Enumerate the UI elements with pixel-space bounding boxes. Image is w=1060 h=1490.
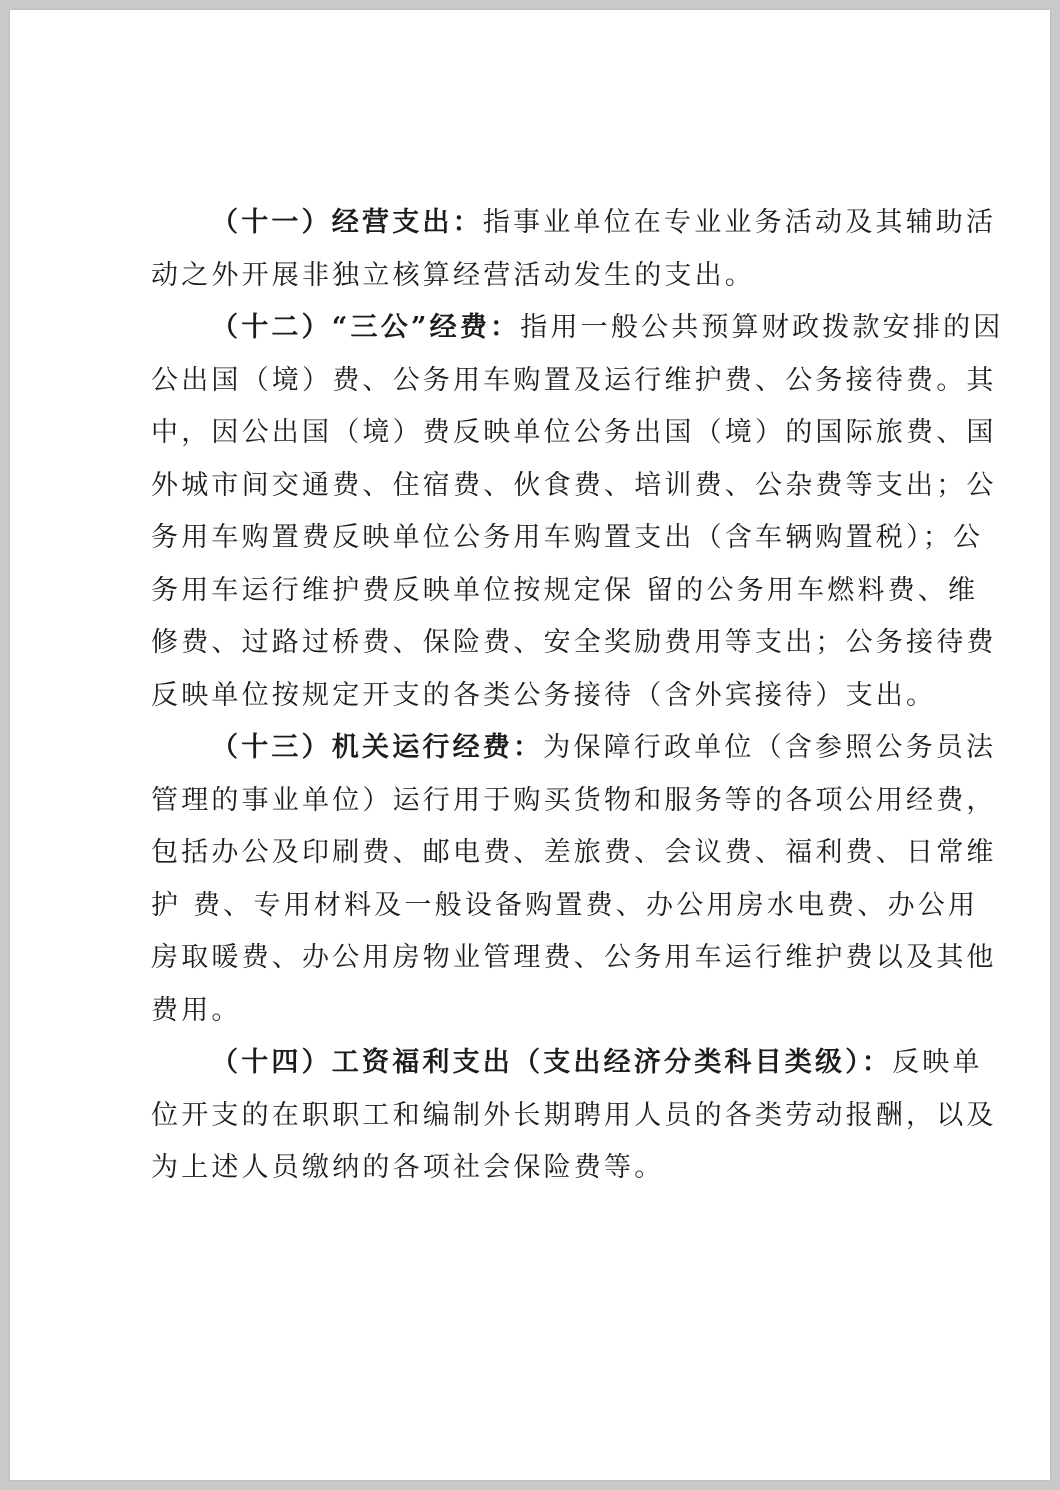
- paragraph-13-line: 管理的事业单位）运行用于购买货物和服务等的各项公用经费，: [151, 784, 997, 816]
- paragraph-13-line: 包括办公及印刷费、邮电费、差旅费、会议费、福利费、日常维: [151, 837, 997, 868]
- paragraph-12-line: 务用车运行维护费反映单位按规定保 留的公务用车燃料费、维: [151, 574, 979, 606]
- paragraph-12-line: 外城市间交通费、住宿费、伙食费、培训费、公杂费等支出；公: [151, 469, 997, 501]
- paragraph-13-line: 费用。: [151, 994, 242, 1026]
- paragraph-14-line: 位开支的在职职工和编制外长期聘用人员的各类劳动报酬，以及: [151, 1099, 997, 1131]
- paragraph-12-line: 务用车购置费反映单位公务用车购置支出（含车辆购置税）；公: [151, 522, 984, 553]
- paragraph-14-text: 反映单: [892, 1047, 983, 1078]
- paragraph-13-first-line: [151, 722, 997, 775]
- paragraph-11-text: 指事业单位在专业业务活动及其辅助活: [482, 207, 997, 238]
- paragraph-14-first-line: [151, 1037, 983, 1090]
- document-body: [151, 197, 1004, 1195]
- paragraph-12-heading: （十二）“三公”经费：: [211, 312, 521, 343]
- paragraph-12-line: 公出国（境）费、公务用车购置及运行维护费、公务接待费。其: [151, 364, 997, 396]
- paragraph-13-line: 房取暖费、办公用房物业管理费、公务用车运行维护费以及其他: [151, 942, 997, 973]
- paragraph-12-text: 指用一般公共预算财政拨款安排的因: [520, 312, 1004, 343]
- paragraph-13-text: 为保障行政单位（含参照公务员法: [543, 732, 997, 763]
- paragraph-12-line: 中，因公出国（境）费反映单位公务出国（境）的国际旅费、国: [151, 417, 997, 448]
- paragraph-11-heading: （十一）经营支出：: [211, 207, 483, 238]
- document-page: [10, 10, 1050, 1480]
- paragraph-12-first-line: [151, 302, 1004, 355]
- paragraph-13-heading: （十三）机关运行经费：: [211, 732, 544, 763]
- paragraph-14-line: 为上述人员缴纳的各项社会保险费等。: [151, 1152, 665, 1183]
- paragraph-14-heading: （十四）工资福利支出（支出经济分类科目类级）：: [211, 1047, 893, 1078]
- paragraph-12-line: 修费、过路过桥费、保险费、安全奖励费用等支出；公务接待费: [151, 627, 997, 658]
- paragraph-11-line: 动之外开展非独立核算经营活动发生的支出。: [151, 259, 755, 291]
- paragraph-11-first-line: [151, 197, 997, 250]
- paragraph-13-line: 护 费、专用材料及一般设备购置费、办公用房水电费、办公用: [151, 889, 979, 921]
- paragraph-12-line: 反映单位按规定开支的各类公务接待（含外宾接待）支出。: [151, 679, 937, 711]
